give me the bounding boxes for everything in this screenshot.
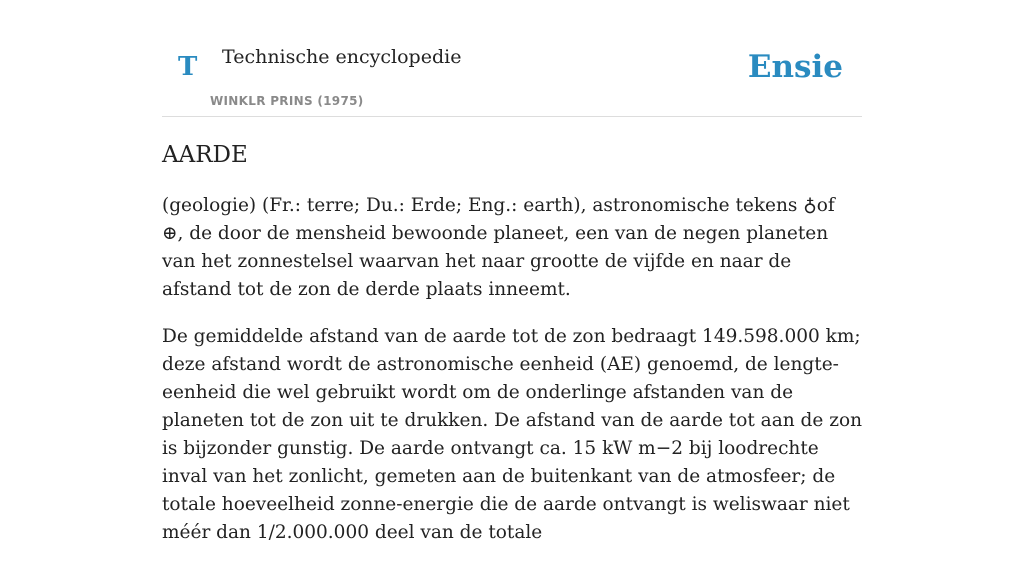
book-source: WINKLR PRINS (1975) [210, 94, 364, 108]
entry-content [162, 140, 862, 566]
ensie-logo[interactable]: Ensie [747, 49, 843, 85]
book-title-link[interactable]: Technische encyclopedie [222, 46, 462, 68]
header [162, 0, 862, 117]
entry-paragraph-2: De gemiddelde afstand van de aarde tot de zon bedraagt 149.598.000 km; deze afstand wordt de astronomische eenheid (AE) genoemd, de lengte-eenheid die wel gebruikt wordt om de onderlinge afstanden van de planeten tot de zon uit te drukken. De afstand van de aarde tot aan de zon is bijzonder gunstig. De aarde ontvangt ca. 15 kW m−2 bij loodrechte inval van het zonlicht, gemeten aan de buitenkant van de atmosfeer; de totale hoeveelheid zonne-energie die de aarde ontvangt is weliswaar niet méér dan 1/2.000.000 deel van de totale [162, 326, 862, 543]
entry-paragraph-1: (geologie) (Fr.: terre; Du.: Erde; Eng.: earth), astronomische tekens ♁of ⊕, de door de mensheid bewoonde planeet, een van de negen planeten van het zonnestelsel waarvan het naar grootte de vijfde en naar de afstand tot de zon de derde plaats inneemt. [162, 195, 835, 300]
book-logo[interactable]: T [178, 52, 198, 82]
entry-title: AARDE [162, 142, 248, 168]
